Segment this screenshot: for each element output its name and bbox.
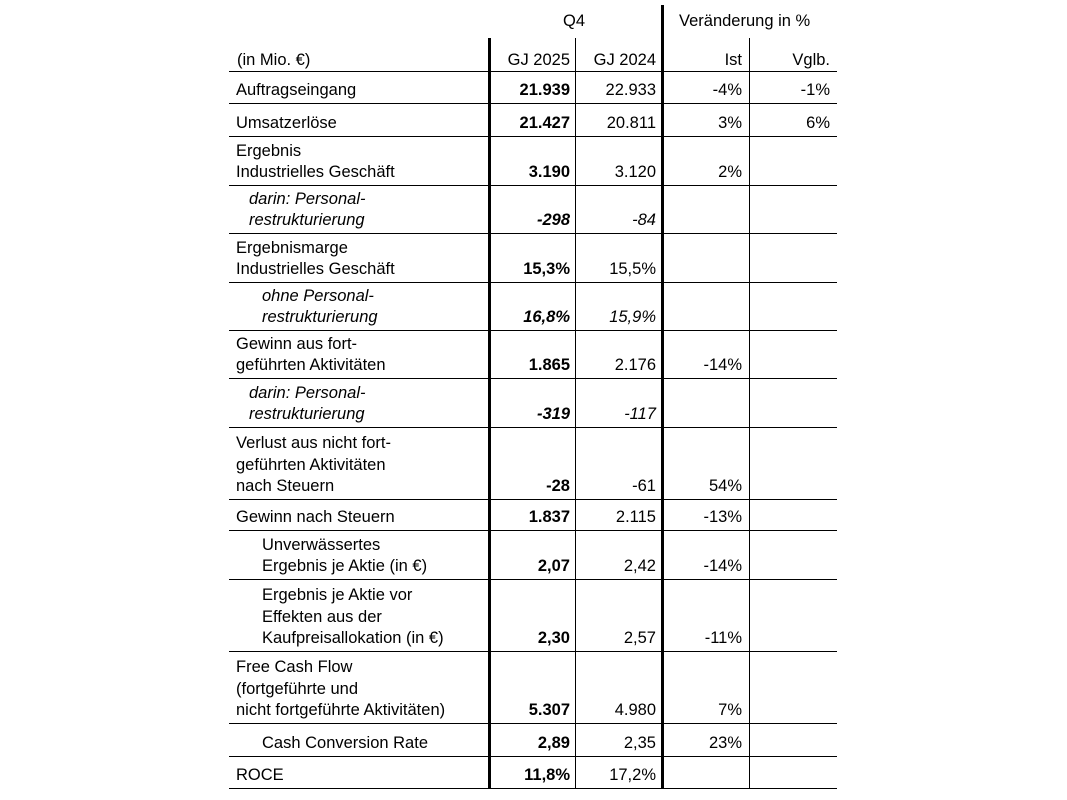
cell-v2025: 1.837 (528, 508, 570, 526)
cell-v2025: 2,30 (537, 629, 570, 647)
row-label: Kaufpreisallokation (in €) (262, 629, 444, 647)
row-label: Gewinn aus fort- (236, 334, 358, 353)
cell-v2024: 2,35 (623, 734, 656, 752)
row-divider (229, 233, 837, 234)
cell-ist: 23% (708, 734, 742, 752)
row-label: Free Cash Flow (236, 658, 353, 676)
header-unit: (in Mio. €) (237, 51, 311, 69)
row-divider (229, 378, 837, 379)
cell-v2024: 2,42 (623, 557, 656, 575)
cell-ist: 3% (718, 114, 742, 132)
row-divider (229, 723, 837, 724)
header-ist: Ist (724, 51, 742, 69)
row-divider (229, 103, 837, 104)
cell-v2024: 2.115 (615, 508, 656, 526)
row-label: Ergebnis (236, 141, 302, 160)
row-label: restrukturierung (262, 308, 378, 326)
cell-ist: 54% (708, 477, 742, 495)
cell-vglb: -1% (800, 81, 830, 99)
cell-ist: 7% (718, 701, 742, 719)
row-divider (229, 756, 837, 757)
row-divider (229, 71, 837, 72)
cell-v2025: 1.865 (528, 356, 570, 374)
cell-ist: 2% (718, 163, 742, 181)
cell-v2024: -117 (624, 405, 656, 423)
row-label: (fortgeführte und (236, 679, 358, 698)
cell-v2024: 17,2% (609, 766, 656, 784)
row-label: nicht fortgeführte Aktivitäten) (236, 701, 446, 719)
row-label: restrukturierung (249, 211, 365, 229)
header-change: Veränderung in % (679, 12, 811, 30)
row-divider (229, 427, 837, 428)
row-label: darin: Personal- (249, 189, 366, 208)
cell-v2024: 15,9% (609, 308, 656, 326)
cell-ist: -13% (703, 508, 742, 526)
row-label: darin: Personal- (249, 383, 366, 402)
cell-v2025: -28 (546, 477, 570, 495)
cell-v2025: 21.939 (519, 81, 570, 99)
row-label: ohne Personal- (262, 286, 374, 305)
row-divider (229, 579, 837, 580)
row-label: Unverwässertes (262, 535, 381, 554)
row-divider (229, 499, 837, 500)
cell-v2024: 3.120 (614, 163, 656, 181)
cell-v2025: 5.307 (528, 701, 570, 719)
row-label: Ergebnis je Aktie vor (262, 586, 413, 604)
row-divider (229, 282, 837, 283)
row-divider (229, 788, 837, 789)
cell-vglb: 6% (806, 114, 830, 132)
row-divider (229, 330, 837, 331)
header-vglb: Vglb. (792, 51, 830, 69)
cell-v2025: 15,3% (523, 260, 570, 278)
column-divider (488, 38, 491, 788)
cell-v2024: 2,57 (623, 629, 656, 647)
row-label: Industrielles Geschäft (236, 163, 395, 181)
row-divider (229, 136, 837, 137)
header-q4: Q4 (563, 12, 586, 30)
cell-v2025: 11,8% (524, 766, 570, 784)
cell-v2025: -298 (536, 211, 570, 229)
row-label: restrukturierung (249, 405, 365, 423)
row-label: Umsatzerlöse (236, 114, 337, 132)
row-label: Ergebnis je Aktie (in €) (262, 557, 428, 575)
cell-ist: -14% (703, 356, 742, 374)
row-label: Effekten aus der (262, 607, 382, 626)
cell-v2025: 2,07 (537, 557, 570, 575)
row-label: geführten Aktivitäten (236, 455, 386, 474)
row-label: Verlust aus nicht fort- (236, 434, 391, 452)
row-label: Cash Conversion Rate (262, 734, 428, 752)
header-gj2024: GJ 2024 (593, 51, 656, 69)
row-label: Ergebnismarge (236, 238, 348, 257)
column-divider (749, 38, 750, 788)
cell-v2024: -61 (632, 477, 656, 495)
cell-v2024: 2.176 (614, 356, 656, 374)
cell-v2024: 20.811 (606, 114, 656, 132)
row-label: Auftragseingang (236, 81, 357, 99)
cell-v2024: 15,5% (609, 260, 656, 278)
row-label: geführten Aktivitäten (236, 356, 386, 374)
column-divider (575, 38, 576, 788)
cell-ist: -14% (703, 557, 742, 575)
cell-ist: -4% (712, 81, 742, 99)
row-label: Gewinn nach Steuern (236, 508, 395, 526)
row-divider (229, 185, 837, 186)
row-label: ROCE (236, 766, 284, 784)
cell-v2025: 21.427 (519, 114, 570, 132)
header-gj2025: GJ 2025 (507, 51, 570, 69)
row-label: Industrielles Geschäft (236, 260, 395, 278)
row-divider (229, 651, 837, 652)
cell-v2024: -84 (632, 211, 656, 229)
cell-ist: -11% (704, 629, 742, 647)
row-divider (229, 530, 837, 531)
cell-v2025: -319 (536, 405, 570, 423)
row-label: nach Steuern (236, 477, 335, 495)
cell-v2024: 22.933 (605, 81, 656, 99)
column-divider (661, 5, 664, 788)
cell-v2025: 16,8% (523, 308, 570, 326)
cell-v2025: 3.190 (528, 163, 570, 181)
cell-v2024: 4.980 (614, 701, 656, 719)
cell-v2025: 2,89 (537, 734, 570, 752)
